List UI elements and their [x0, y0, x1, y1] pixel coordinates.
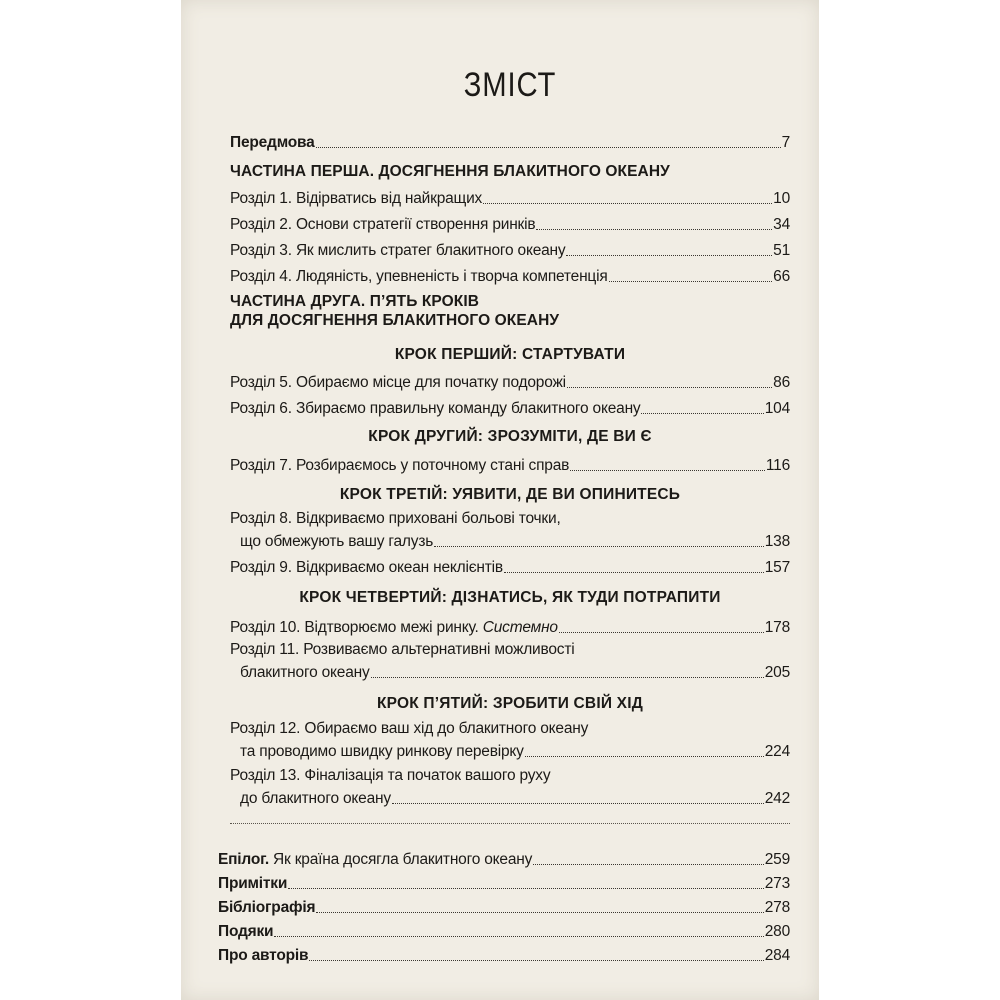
- toc-entry-notes[interactable]: [218, 869, 790, 893]
- entry-page: 224: [764, 743, 790, 760]
- entry-label: та проводимо швидку ринкову перевірку: [240, 743, 524, 760]
- entry-label: Розділ 6. Збираємо правильну команду блакитного океану: [230, 400, 641, 417]
- toc-entry-chapter-13[interactable]: [230, 784, 790, 808]
- entry-page: 34: [773, 216, 790, 233]
- dot-leader: [288, 887, 764, 889]
- dot-leader: [371, 676, 764, 678]
- dot-leader: [533, 863, 764, 865]
- step-two-heading: КРОК ДРУГИЙ: ЗРОЗУМІТИ, ДЕ ВИ Є: [368, 428, 652, 445]
- toc-entry-chapter-11[interactable]: [230, 658, 790, 682]
- entry-page: 284: [764, 947, 790, 964]
- entry-label: Розділ 7. Розбираємось у поточному стані справ: [230, 457, 570, 474]
- entry-page: 178: [764, 619, 790, 636]
- toc-entry-chapter-12[interactable]: [230, 737, 790, 761]
- entry-page: 242: [764, 790, 790, 807]
- entry-label-bold: Епілог.: [218, 851, 269, 868]
- toc-entry-bibliography[interactable]: [218, 893, 790, 917]
- dot-leader: [316, 146, 781, 148]
- dot-leader: [392, 802, 764, 804]
- entry-label: [218, 850, 532, 869]
- entry-label: Розділ 9. Відкриваємо океан неклієнтів: [230, 559, 503, 576]
- entry-page: 7: [781, 134, 790, 151]
- toc-entry-chapter-5[interactable]: [230, 368, 790, 392]
- toc-entry-preface[interactable]: [230, 128, 790, 152]
- dot-leader: [559, 631, 764, 633]
- toc-entry-about-authors[interactable]: [218, 941, 790, 965]
- chapter-12-title-line-1: Розділ 12. Обираємо ваш хід до блакитного океану: [230, 720, 589, 737]
- part-two-heading-line-2: ДЛЯ ДОСЯГНЕННЯ БЛАКИТНОГО ОКЕАНУ: [230, 312, 560, 329]
- entry-page: 278: [764, 899, 790, 916]
- entry-label: до блакитного океану: [240, 790, 391, 807]
- chapter-11-title-line-1: Розділ 11. Розвиваємо альтернативні можливості: [230, 641, 575, 658]
- toc-entry-chapter-7[interactable]: [230, 451, 790, 475]
- dot-leader: [309, 959, 763, 961]
- entry-page: 273: [764, 875, 790, 892]
- entry-page: 86: [773, 374, 790, 391]
- entry-page: 51: [773, 242, 790, 259]
- toc-entry-chapter-10[interactable]: [230, 613, 790, 637]
- toc-entry-chapter-1[interactable]: [230, 184, 790, 208]
- entry-label-text: Як країна досягла блакитного океану: [268, 851, 533, 868]
- toc-entry-chapter-6[interactable]: [230, 394, 790, 418]
- entry-label: Розділ 5. Обираємо місце для початку подорожі: [230, 374, 566, 391]
- entry-page: 205: [764, 664, 790, 681]
- toc-entry-acknowledgments[interactable]: [218, 917, 790, 941]
- dot-leader: [609, 280, 773, 282]
- dot-leader: [566, 254, 772, 256]
- entry-label: Бібліографія: [218, 899, 316, 916]
- dot-leader: [536, 228, 772, 230]
- dot-leader: [434, 545, 764, 547]
- chapter-13-title-line-1: Розділ 13. Фіналізація та початок вашого руху: [230, 767, 551, 784]
- toc-entry-chapter-2[interactable]: [230, 210, 790, 234]
- step-four-heading: КРОК ЧЕТВЕРТИЙ: ДІЗНАТИСЬ, ЯК ТУДИ ПОТРАПИТИ: [299, 589, 721, 606]
- entry-label: Передмова: [230, 134, 315, 151]
- entry-page: 116: [765, 457, 790, 474]
- entry-page: 259: [764, 851, 790, 868]
- entry-label-text: Розділ 10. Відтворюємо межі ринку.: [230, 619, 483, 636]
- entry-label-italic: Системно: [482, 619, 558, 636]
- toc-entry-epilogue[interactable]: [218, 845, 790, 869]
- entry-page: 157: [764, 559, 790, 576]
- entry-page: 10: [773, 190, 790, 207]
- entry-label: Розділ 3. Як мислить стратег блакитного океану: [230, 242, 566, 259]
- page-title: ЗМІСТ: [463, 66, 557, 104]
- step-three-heading: КРОК ТРЕТІЙ: УЯВИТИ, ДЕ ВИ ОПИНИТЕСЬ: [339, 486, 681, 503]
- entry-page: 66: [773, 268, 790, 285]
- entry-page: 104: [764, 400, 790, 417]
- dot-leader: [641, 412, 763, 414]
- dot-leader: [316, 911, 763, 913]
- toc-entry-chapter-4[interactable]: [230, 262, 790, 286]
- entry-label: Подяки: [218, 923, 274, 940]
- part-one-heading: ЧАСТИНА ПЕРША. ДОСЯГНЕННЯ БЛАКИТНОГО ОКЕАНУ: [230, 163, 670, 180]
- section-separator: [230, 823, 790, 824]
- entry-label: Розділ 1. Відірватись від найкращих: [230, 190, 483, 207]
- entry-label: Про авторів: [218, 947, 309, 964]
- entry-label: що обмежують вашу галузь: [240, 533, 434, 550]
- entry-label: Примітки: [218, 875, 288, 892]
- dot-leader: [483, 202, 772, 204]
- entry-label: блакитного океану: [240, 664, 370, 681]
- toc-entry-chapter-8[interactable]: [230, 527, 790, 551]
- entry-page: 280: [764, 923, 790, 940]
- dot-leader: [504, 571, 764, 573]
- entry-page: 138: [764, 533, 790, 550]
- dot-leader: [567, 386, 772, 388]
- dot-leader: [274, 935, 763, 937]
- dot-leader: [525, 755, 764, 757]
- step-five-heading: КРОК П’ЯТИЙ: ЗРОБИТИ СВІЙ ХІД: [377, 695, 643, 712]
- dot-leader: [570, 469, 765, 471]
- chapter-8-title-line-1: Розділ 8. Відкриваємо приховані больові точки,: [230, 510, 561, 527]
- entry-label: Розділ 4. Людяність, упевненість і творча компетенція: [230, 268, 608, 285]
- entry-label: Розділ 2. Основи стратегії створення ринків: [230, 216, 536, 233]
- toc-entry-chapter-9[interactable]: [230, 553, 790, 577]
- toc-entry-chapter-3[interactable]: [230, 236, 790, 260]
- table-of-contents: [218, 0, 790, 1000]
- step-one-heading: КРОК ПЕРШИЙ: СТАРТУВАТИ: [394, 346, 626, 363]
- entry-label: [230, 618, 558, 637]
- part-two-heading-line-1: ЧАСТИНА ДРУГА. П’ЯТЬ КРОКІВ: [230, 293, 480, 310]
